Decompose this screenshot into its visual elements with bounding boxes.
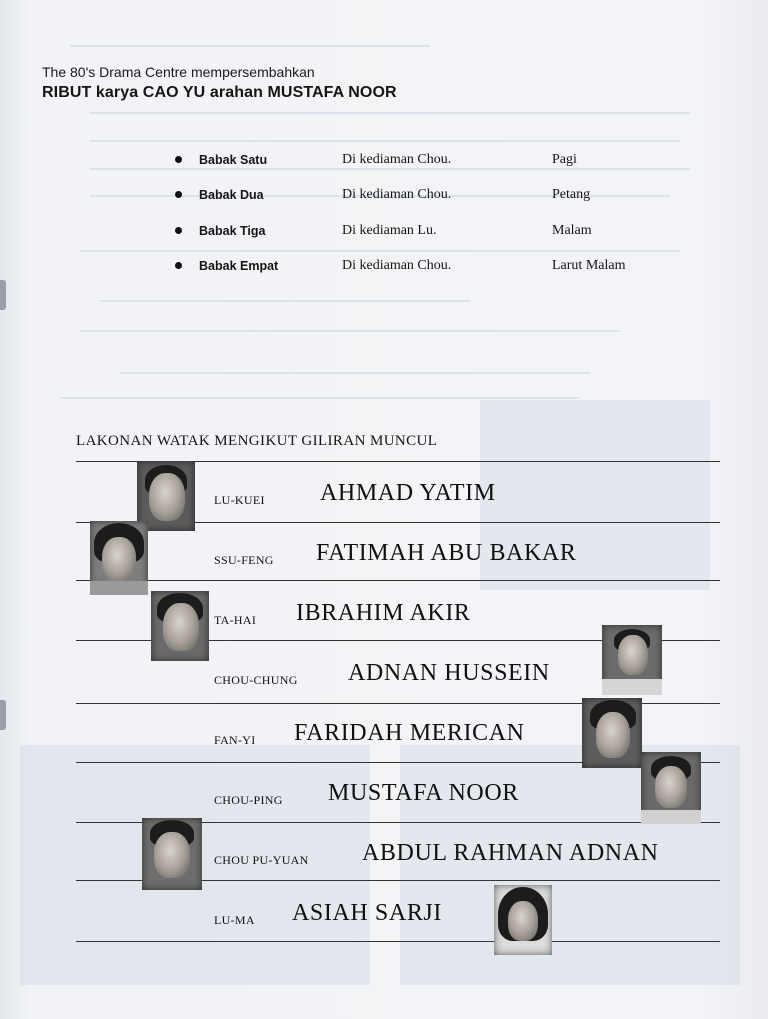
cast-role: CHOU-CHUNG bbox=[214, 673, 298, 687]
cast-actor: FARIDAH MERICAN bbox=[294, 720, 525, 746]
presenter-line: The 80's Drama Centre mempersembahkan bbox=[42, 64, 315, 80]
divider bbox=[76, 941, 720, 942]
cast-actor: ABDUL RAHMAN ADNAN bbox=[362, 840, 659, 866]
cast-actor: ADNAN HUSSEIN bbox=[348, 660, 550, 686]
headshot-chou-chung bbox=[602, 625, 662, 695]
cast-role: FAN-YI bbox=[214, 733, 256, 747]
cast-actor: ASIAH SARJI bbox=[292, 900, 442, 926]
act-name: Babak Tiga bbox=[199, 224, 266, 238]
headshot-face bbox=[154, 832, 190, 878]
cast-actor: IBRAHIM AKIR bbox=[296, 600, 471, 626]
headshot-shirt bbox=[641, 810, 701, 824]
headshot-ta-hai bbox=[151, 591, 209, 661]
headshot-face bbox=[596, 712, 630, 758]
act-place: Di kediaman Chou. bbox=[342, 187, 452, 202]
headshot-face bbox=[618, 635, 648, 675]
act-time: Malam bbox=[552, 223, 592, 238]
cast-role: LU-MA bbox=[214, 913, 255, 927]
headshot-chou-pu-yuan bbox=[142, 818, 202, 890]
cast-actor: AHMAD YATIM bbox=[320, 480, 496, 506]
showthrough-line bbox=[80, 330, 620, 332]
act-row bbox=[0, 222, 768, 244]
headshot-face bbox=[102, 537, 136, 581]
act-time: Larut Malam bbox=[552, 258, 626, 273]
headshot-fan-yi bbox=[582, 698, 642, 768]
bullet-icon bbox=[175, 227, 182, 234]
act-name: Babak Dua bbox=[199, 188, 264, 202]
headshot-shirt bbox=[90, 581, 148, 595]
cast-role: TA-HAI bbox=[214, 613, 257, 627]
act-name: Babak Satu bbox=[199, 153, 268, 167]
act-time: Petang bbox=[552, 187, 591, 202]
cast-heading: LAKONAN WATAK MENGIKUT GILIRAN MUNCUL bbox=[76, 433, 438, 449]
headshot-shirt bbox=[602, 679, 662, 695]
act-name: Babak Empat bbox=[199, 259, 279, 273]
act-row bbox=[0, 257, 768, 279]
cast-role: CHOU-PING bbox=[214, 793, 283, 807]
act-row bbox=[0, 151, 768, 173]
act-row bbox=[0, 186, 768, 208]
showthrough-line bbox=[120, 372, 590, 374]
headshot-chou-ping bbox=[641, 752, 701, 824]
act-place: Di kediaman Lu. bbox=[342, 223, 437, 238]
binding-hole bbox=[0, 280, 6, 310]
cast-role: CHOU PU-YUAN bbox=[214, 853, 309, 867]
act-place: Di kediaman Chou. bbox=[342, 152, 452, 167]
showthrough-line bbox=[100, 300, 470, 302]
bullet-icon bbox=[175, 262, 182, 269]
showthrough-line bbox=[60, 397, 580, 399]
showthrough-line bbox=[70, 45, 430, 47]
headshot-face bbox=[149, 473, 185, 521]
bullet-icon bbox=[175, 156, 182, 163]
headshot-lu-ma bbox=[494, 885, 552, 955]
showthrough-line bbox=[90, 112, 690, 114]
divider bbox=[76, 580, 720, 581]
production-title: RIBUT karya CAO YU arahan MUSTAFA NOOR bbox=[42, 84, 397, 101]
cast-actor: FATIMAH ABU BAKAR bbox=[316, 540, 577, 566]
cast-role: SSU-FENG bbox=[214, 553, 274, 567]
cast-actor: MUSTAFA NOOR bbox=[328, 780, 519, 806]
cast-role: LU-KUEI bbox=[214, 493, 265, 507]
headshot-face bbox=[163, 603, 199, 651]
headshot-face bbox=[508, 901, 538, 941]
headshot-ssu-feng bbox=[90, 521, 148, 595]
showthrough-line bbox=[90, 140, 680, 142]
binding-hole bbox=[0, 700, 6, 730]
act-time: Pagi bbox=[552, 152, 577, 167]
showthrough-line bbox=[80, 250, 680, 252]
headshot-face bbox=[655, 766, 687, 808]
bullet-icon bbox=[175, 191, 182, 198]
act-place: Di kediaman Chou. bbox=[342, 258, 452, 273]
